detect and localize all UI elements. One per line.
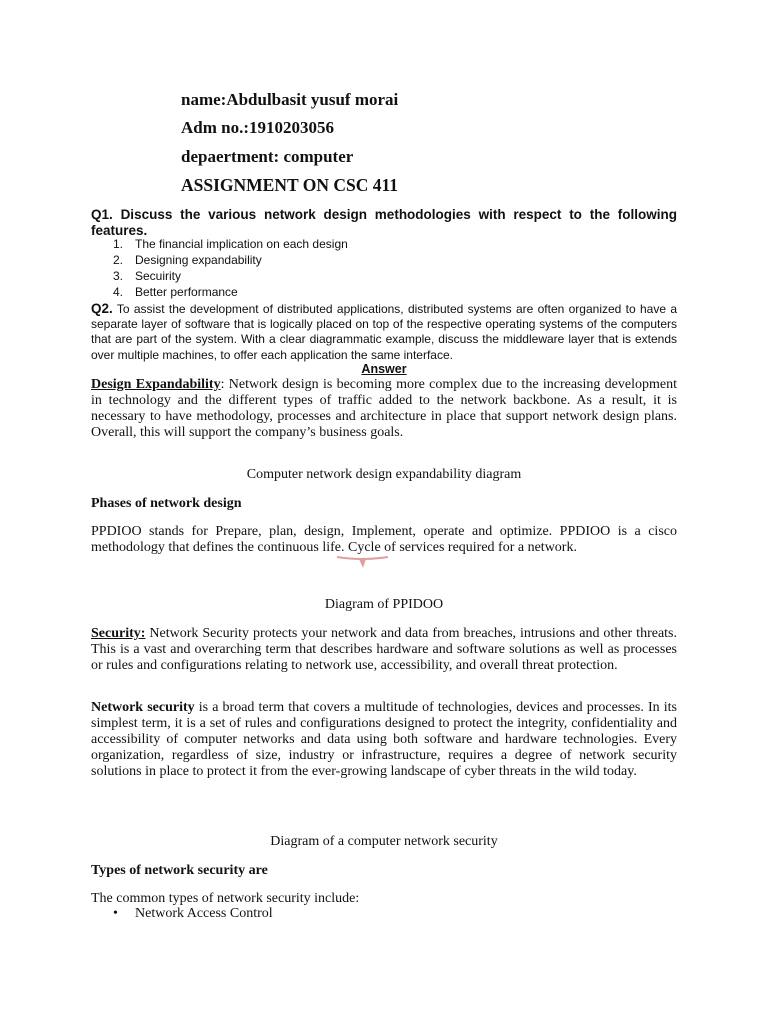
- list-item: 2. Designing expandability: [113, 253, 262, 268]
- question-1-label: Q1.: [91, 207, 113, 222]
- security-paragraph: [91, 626, 677, 674]
- types-heading: Types of network security are: [91, 863, 268, 878]
- network-security-term: Network security: [91, 700, 195, 715]
- list-item: 3. Secuirity: [113, 269, 182, 284]
- ppdioo-paragraph: PPDIOO stands for Prepare, plan, design, Implement, operate and optimize. PPDIOO is a cisco methodology that defines the continuous life. Cycle of services required for a network.: [91, 524, 677, 555]
- list-item: 4. Better performance: [113, 285, 238, 300]
- network-security-text: is a broad term that covers a multitude of technologies, devices and processes. In its simplest term, it is a set of rules and configurations designed to protect the integrity, confidentiality and accessibility of computer networks and data using both software and hardware technologies. Every organization, regardless of size, industry or infrastructure, requires a degree of network security solutions in place to protect it from the ever-growing landscape of cyber threats in the wild today.: [91, 700, 677, 779]
- design-expandability-paragraph: [91, 377, 677, 441]
- caption-expandability-diagram: Computer network design expandability diagram: [246, 467, 522, 482]
- question-1-feature-list: [113, 237, 673, 301]
- list-item: 1. The financial implication on each design: [113, 237, 348, 252]
- comment-marker-icon: [335, 553, 390, 569]
- phases-heading: Phases of network design: [91, 496, 242, 511]
- answer-heading: Answer: [361, 362, 407, 376]
- student-name: name:Abdulbasit yusuf morai: [181, 90, 399, 109]
- list-item: • Network Access Control: [113, 906, 273, 921]
- types-intro: The common types of network security include:: [91, 891, 360, 906]
- assignment-title: ASSIGNMENT ON CSC 411: [181, 175, 399, 195]
- caption-ppidoo-diagram: Diagram of PPIDOO: [324, 597, 444, 612]
- caption-security-diagram: Diagram of a computer network security: [270, 834, 498, 849]
- design-expandability-term: Design Expandability: [91, 377, 221, 392]
- department: depaertment: computer: [181, 147, 354, 166]
- admission-number: Adm no.:1910203056: [181, 118, 335, 137]
- network-security-paragraph: [91, 700, 677, 780]
- security-term: Security:: [91, 626, 146, 641]
- question-1-text: Discuss the various network design methodologies with respect to the following features.: [91, 207, 677, 238]
- question-1: [91, 207, 677, 238]
- security-text: Network Security protects your network and data from breaches, intrusions and other threats. This is a vast and overarching term that describes hardware and software solutions as well as processes or rules and configurations relating to network use, accessibility, and overall threat protection.: [91, 626, 677, 673]
- question-2-text: To assist the development of distributed applications, distributed systems are often organized to have a separate layer of software that is logically placed on top of the respective operating systems of the computers that are part of the system. With a clear diagrammatic example, discuss the middleware layer that is extends over multiple machines, to offer each application the same interface.: [91, 302, 677, 362]
- question-2-label: Q2.: [91, 301, 113, 316]
- question-2: [91, 301, 677, 363]
- types-list: [113, 906, 273, 922]
- design-expandability-text: : Network design is becoming more complex due to the increasing development in technology and the different types of traffic added to the network backbone. As a result, it is necessary to have methodology, processes and architecture in place that support network design plans. Overall, this will support the company’s business goals.: [91, 377, 677, 440]
